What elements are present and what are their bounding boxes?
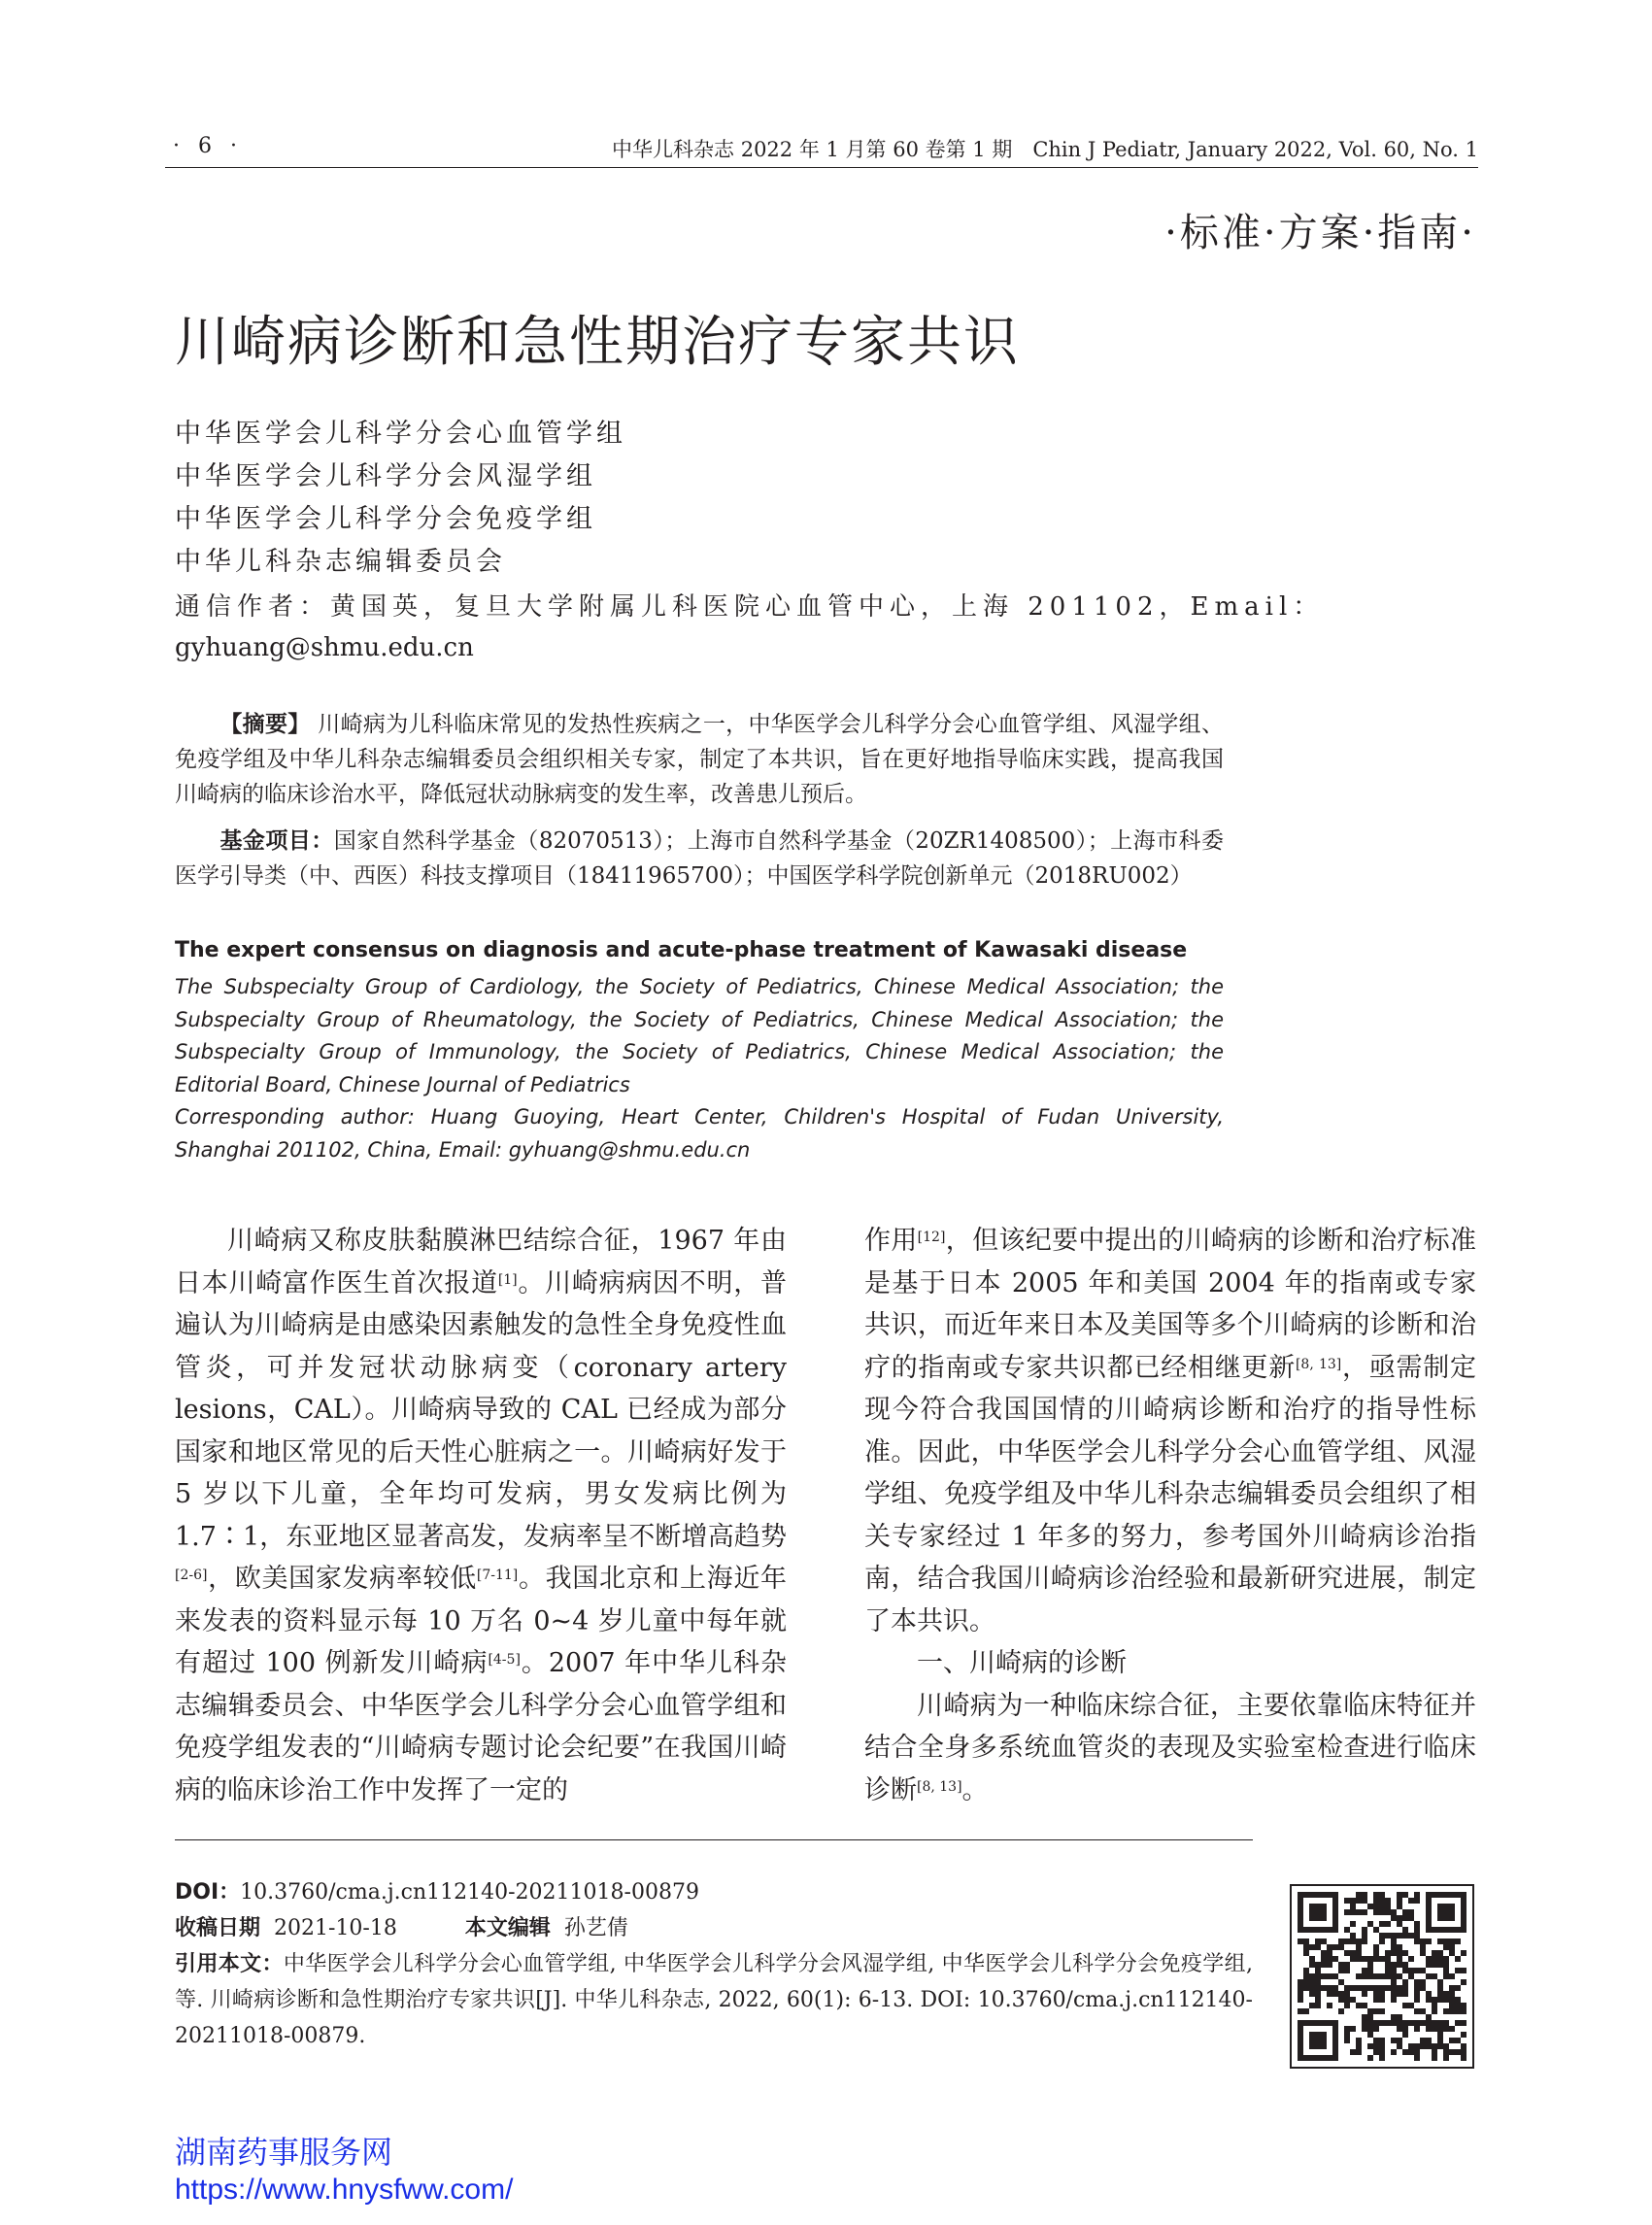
abstract-text: 川崎病为儿科临床常见的发热性疾病之一，中华医学会儿科学分会心血管学组、风湿学组、免疫学组及中华儿科杂志编辑委员会组织相关专家，制定了本共识，旨在更好地指导临床实践，提高我国川崎病的临床诊治水平，降低冠状动脉病变的发生率，改善患儿预后。	[175, 712, 1225, 807]
body-column-left	[175, 1220, 787, 1811]
watermark	[175, 2133, 513, 2208]
body-text: ，欧美国家发病率较低	[207, 1564, 477, 1594]
body-text: 川崎病又称皮肤黏膜淋巴结综合征，1967 年由日本川崎富作医生首次报道	[175, 1226, 787, 1298]
article-title-cn: 川崎病诊断和急性期治疗专家共识	[175, 311, 1020, 374]
qr-code-graphic	[1298, 1892, 1467, 2061]
body-paragraph	[175, 1220, 787, 1811]
qr-code-icon	[1290, 1884, 1474, 2069]
reference-marker: [8, 13]	[917, 1778, 962, 1795]
body-text: ，亟需制定现今符合我国国情的川崎病诊断和治疗的指导性标准。因此，中华医学会儿科学分会心血管学组、风湿学组、免疫学组及中华儿科杂志编辑委员会组织了相关专家经过 1 年多的努力，参考国外川崎病诊治指南，结合我国川崎病诊治经验和最新研究进展，制定了本共识。	[864, 1352, 1477, 1636]
body-column-right	[864, 1220, 1476, 1811]
author-group: 中华儿科杂志编辑委员会	[175, 547, 506, 577]
author-group: 中华医学会儿科学分会风湿学组	[175, 461, 596, 491]
body-text: 。2007 年中华儿科杂志编辑委员会、中华医学会儿科学分会心血管学组和免疫学组发表的“川崎病专题讨论会纪要”在我国川崎病的临床诊治工作中发挥了一定的	[175, 1648, 788, 1805]
doi-label: DOI：	[175, 1880, 241, 1905]
footnotes	[175, 1874, 1253, 2054]
body-paragraph	[864, 1220, 1476, 1642]
author-groups-cn	[175, 412, 1224, 583]
body-text: 川崎病为一种临床综合征，主要依靠临床特征并结合全身多系统血管炎的表现及实验室检查进行临床诊断	[864, 1690, 1476, 1805]
column-label: ·标准·方案·指南·	[1164, 211, 1476, 255]
body-paragraph	[864, 1685, 1476, 1812]
editor-label: 本文编辑	[464, 1916, 551, 1940]
corresponding-author-cn: 通信作者：黄国英，复旦大学附属儿科医院心血管中心，上海 201102，Email：	[175, 592, 1325, 622]
corresponding-author-en: Corresponding author: Huang Guoying, Heart Center, Children's Hospital of Fudan University, Shanghai 201102, China, Email: gyhuang@shmu.edu.cn	[175, 1105, 1224, 1162]
footnote-divider	[175, 1839, 1253, 1840]
author-group: 中华医学会儿科学分会免疫学组	[175, 504, 596, 534]
reference-marker: [2-6]	[175, 1568, 208, 1583]
reference-marker: [4-5]	[488, 1652, 521, 1668]
reference-marker: [1]	[497, 1271, 518, 1288]
body-text: ，但该纪要中提出的川崎病的诊断和治疗标准是基于日本 2005 年和美国 2004 年的指南或专家共识，而近年来日本及美国等多个川崎病的诊断和治疗的指南或专家共识都已经相继更新	[864, 1226, 1477, 1383]
doi-value: 10.3760/cma.j.cn112140-20211018-00879	[240, 1880, 699, 1905]
reference-marker: [8, 13]	[1295, 1356, 1342, 1372]
cite-label: 引用本文：	[175, 1952, 284, 1976]
corresponding-email-cn: gyhuang@shmu.edu.cn	[175, 633, 474, 662]
watermark-site-name: 湖南药事服务网	[175, 2135, 393, 2170]
received-editor-line	[175, 1910, 1253, 1946]
received-value: 2021-10-18	[274, 1916, 397, 1940]
cite-text: 中华医学会儿科学分会心血管学组, 中华医学会儿科学分会风湿学组, 中华医学会儿科学分会免疫学组, 等. 川崎病诊断和急性期治疗专家共识[J]. 中华儿科杂志, 2022, 60(1): 6-13. DOI: 10.3760/cma.j.cn112140-20211018-00879.	[175, 1952, 1253, 2048]
journal-citation-line: 中华儿科杂志 2022 年 1 月第 60 卷第 1 期 Chin J Pediatr, January 2022, Vol. 60, No. 1	[612, 138, 1478, 161]
funding-text: 国家自然科学基金（82070513）；上海市自然科学基金（20ZR1408500）；上海市科委医学引导类（中、西医）科技支撑项目（18411965700）；中国医学科学院创新单元（2018RU002）	[175, 828, 1224, 889]
article-title-en: The expert consensus on diagnosis and acute-phase treatment of Kawasaki disease	[175, 938, 1188, 962]
page-number: · 6 ·	[173, 134, 243, 158]
author-group: 中华医学会儿科学分会心血管学组	[175, 419, 626, 449]
body-text: 。我国北京和上海近年来发表的资料显示每 10 万名 0~4 岁儿童中每年就有超过 100 例新发川崎病	[175, 1564, 788, 1678]
abstract-label: 【摘要】	[219, 712, 311, 737]
funding-cn	[175, 824, 1224, 893]
funding-label: 基金项目：	[219, 828, 334, 854]
body-text: 。	[961, 1774, 989, 1805]
body-text: 作用	[864, 1226, 918, 1256]
reference-marker: [7-11]	[476, 1568, 519, 1583]
editor-value: 孙艺倩	[563, 1916, 628, 1940]
cite-line	[175, 1946, 1253, 2054]
doi-line	[175, 1874, 1253, 1910]
section-heading: 一、川崎病的诊断	[917, 1648, 1127, 1678]
body-text: 。川崎病病因不明，普遍认为川崎病是由感染因素触发的急性全身免疫性血管炎，可并发冠状动脉病变（coronary artery lesions，CAL）。川崎病导致的 CAL 已经成为部分国家和地区常见的后天性心脏病之一。川崎病好发于 5 岁以下儿童，全年均可发病，男女发病比例为 1.7∶1，东亚地区显著高发，发病率呈不断增高趋势	[175, 1267, 787, 1552]
author-groups-en: The Subspecialty Group of Cardiology, the Society of Pediatrics, Chinese Medical Association; the Subspecialty Group of Rheumatology, the Society of Pediatrics, Chinese Medical Association; the Subspecialty Group of Immunology, the Society of Pediatrics, Chinese Medical Association; the Editorial Board, Chinese Journal of Pediatrics	[175, 975, 1224, 1096]
running-header	[165, 128, 1478, 168]
reference-marker: [12]	[917, 1230, 946, 1245]
abstract-cn	[175, 707, 1224, 812]
watermark-url-link[interactable]: https://www.hnysfww.com/	[175, 2174, 514, 2206]
received-label: 收稿日期	[175, 1916, 261, 1940]
